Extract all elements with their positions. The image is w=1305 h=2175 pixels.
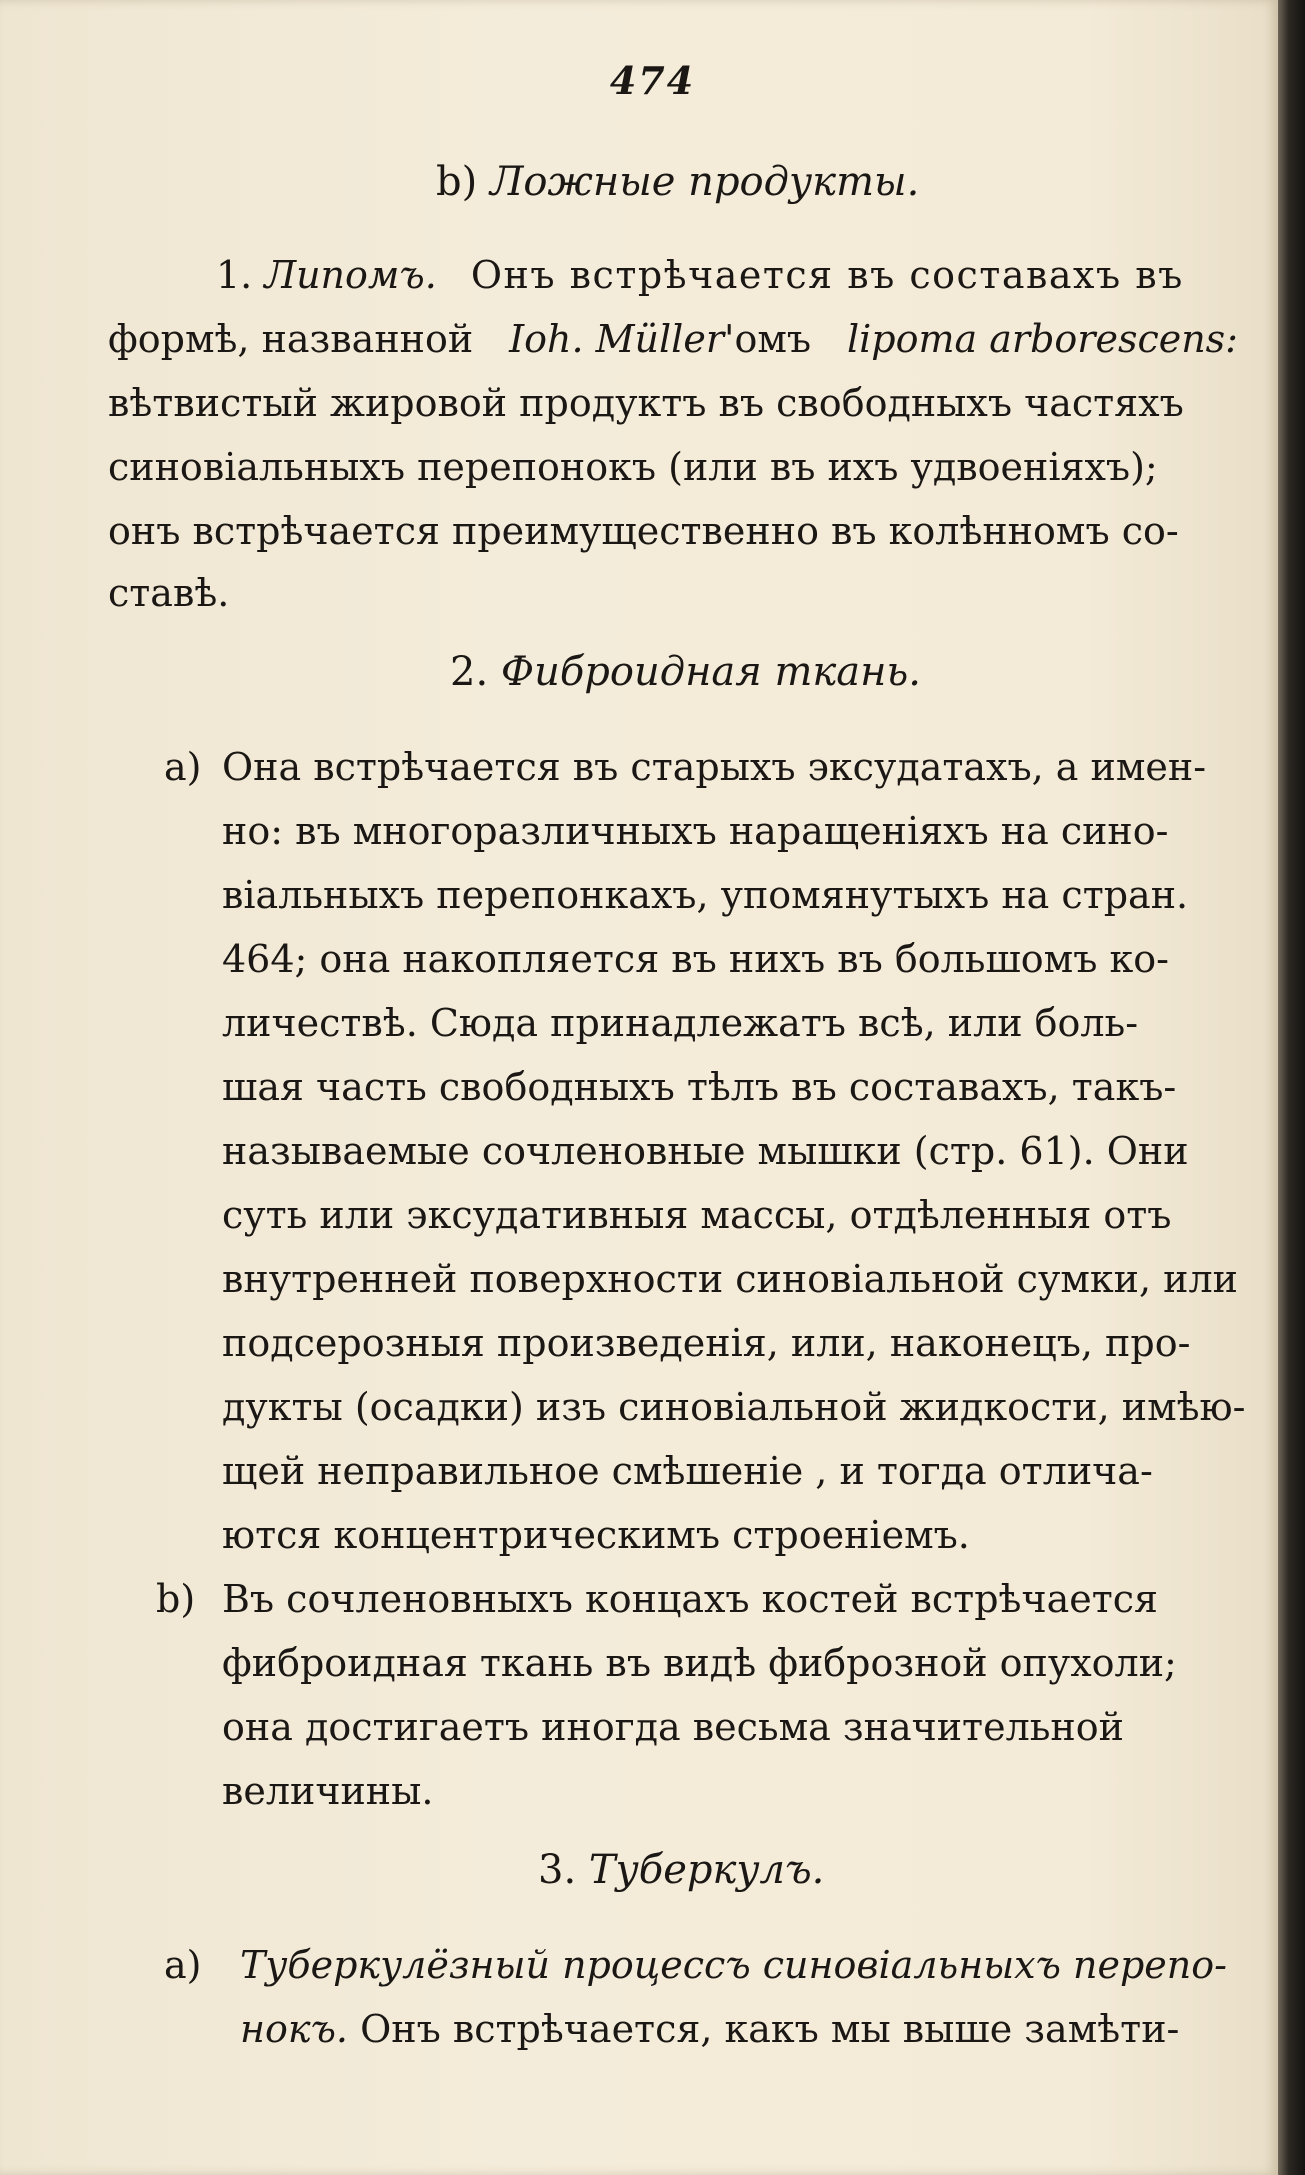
paragraph-lipoma-line-4: синовіальныхъ перепонокъ (или въ ихъ удвоеніяхъ); xyxy=(108,445,1158,489)
author-name: Ioh. Müller xyxy=(509,317,724,361)
heading-number: 3. xyxy=(538,1847,577,1893)
item-name: Липомъ. xyxy=(264,253,437,297)
paragraph-line: суть или эксудативныя массы, отдѣленныя отъ xyxy=(222,1193,1172,1237)
paragraph-line: величины. xyxy=(222,1769,434,1813)
paragraph-lipoma-line-1 xyxy=(216,250,1238,300)
italic-term: нокъ. xyxy=(240,2007,349,2051)
paragraph-line: щей неправильное смѣшеніе , и тогда отлича- xyxy=(222,1449,1153,1493)
author-suffix: 'омъ xyxy=(724,317,812,361)
line-text: Онъ встрѣчается, какъ мы выше замѣти- xyxy=(360,2007,1180,2051)
paragraph-line xyxy=(240,2004,1179,2054)
paragraph-line: шая часть свободныхъ тѣлъ въ составахъ, такъ- xyxy=(222,1065,1177,1109)
paragraph-line: фиброидная ткань въ видѣ фиброзной опухоли; xyxy=(222,1641,1177,1685)
latin-term: lipoma arborescens: xyxy=(846,317,1238,361)
item-marker-a: a) xyxy=(164,745,202,789)
paragraph-line: Туберкулёзный процессъ синовіальныхъ перепо- xyxy=(240,1943,1227,1987)
paragraph-line: называемые сочленовные мышки (стр. 61). Они xyxy=(222,1129,1189,1173)
paragraph-line: она достигаетъ иногда весьма значительной xyxy=(222,1705,1124,1749)
line-text: Онъ встрѣчается въ составахъ въ xyxy=(470,253,1184,297)
heading-title: Туберкулъ. xyxy=(588,1847,825,1893)
paragraph-line: дукты (осадки) изъ синовіальной жидкости, имѣю- xyxy=(222,1385,1246,1429)
paragraph-line: віальныхъ перепонкахъ, упомянутыхъ на стран. xyxy=(222,873,1189,917)
heading-number: 2. xyxy=(450,649,489,695)
paragraph-line: Въ сочленовныхъ концахъ костей встрѣчается xyxy=(222,1577,1158,1621)
section-heading-tubercle xyxy=(538,1844,824,1896)
paragraph-line: внутренней поверхности синовіальной сумки, или xyxy=(222,1257,1238,1301)
page-number: 474 xyxy=(609,58,696,103)
section-heading-false-products xyxy=(436,156,919,208)
paragraph-lipoma-line-6: ставѣ. xyxy=(108,571,230,615)
paragraph-line: Она встрѣчается въ старыхъ эксудатахъ, а имен- xyxy=(222,745,1207,789)
section-title: Ложные продукты. xyxy=(489,159,920,205)
line-text: формѣ, названной xyxy=(108,317,474,361)
book-spine-edge xyxy=(1278,0,1305,2175)
paragraph-line: ются концентрическимъ строеніемъ. xyxy=(222,1513,970,1557)
paragraph-lipoma-line-2 xyxy=(108,314,1238,364)
item-marker-b: b) xyxy=(156,1577,196,1621)
item-marker-a: a) xyxy=(164,1943,202,1987)
heading-title: Фиброидная ткань. xyxy=(500,649,921,695)
paragraph-line: 464; она накопляется въ нихъ въ большомъ ко- xyxy=(222,937,1169,981)
section-heading-fibroid-tissue xyxy=(450,646,921,698)
section-letter: b) xyxy=(436,159,478,205)
paragraph-line: но: въ многоразличныхъ наращеніяхъ на сино- xyxy=(222,809,1169,853)
paragraph-lipoma-line-3: вѣтвистый жировой продуктъ въ свободныхъ частяхъ xyxy=(108,381,1184,425)
item-number: 1. xyxy=(216,253,253,297)
paragraph-line: личествѣ. Сюда принадлежатъ всѣ, или боль- xyxy=(222,1001,1139,1045)
paragraph-line: подсерозныя произведенія, или, наконецъ, про- xyxy=(222,1321,1191,1365)
paragraph-lipoma-line-5: онъ встрѣчается преимущественно въ колѣнномъ со- xyxy=(108,509,1179,553)
